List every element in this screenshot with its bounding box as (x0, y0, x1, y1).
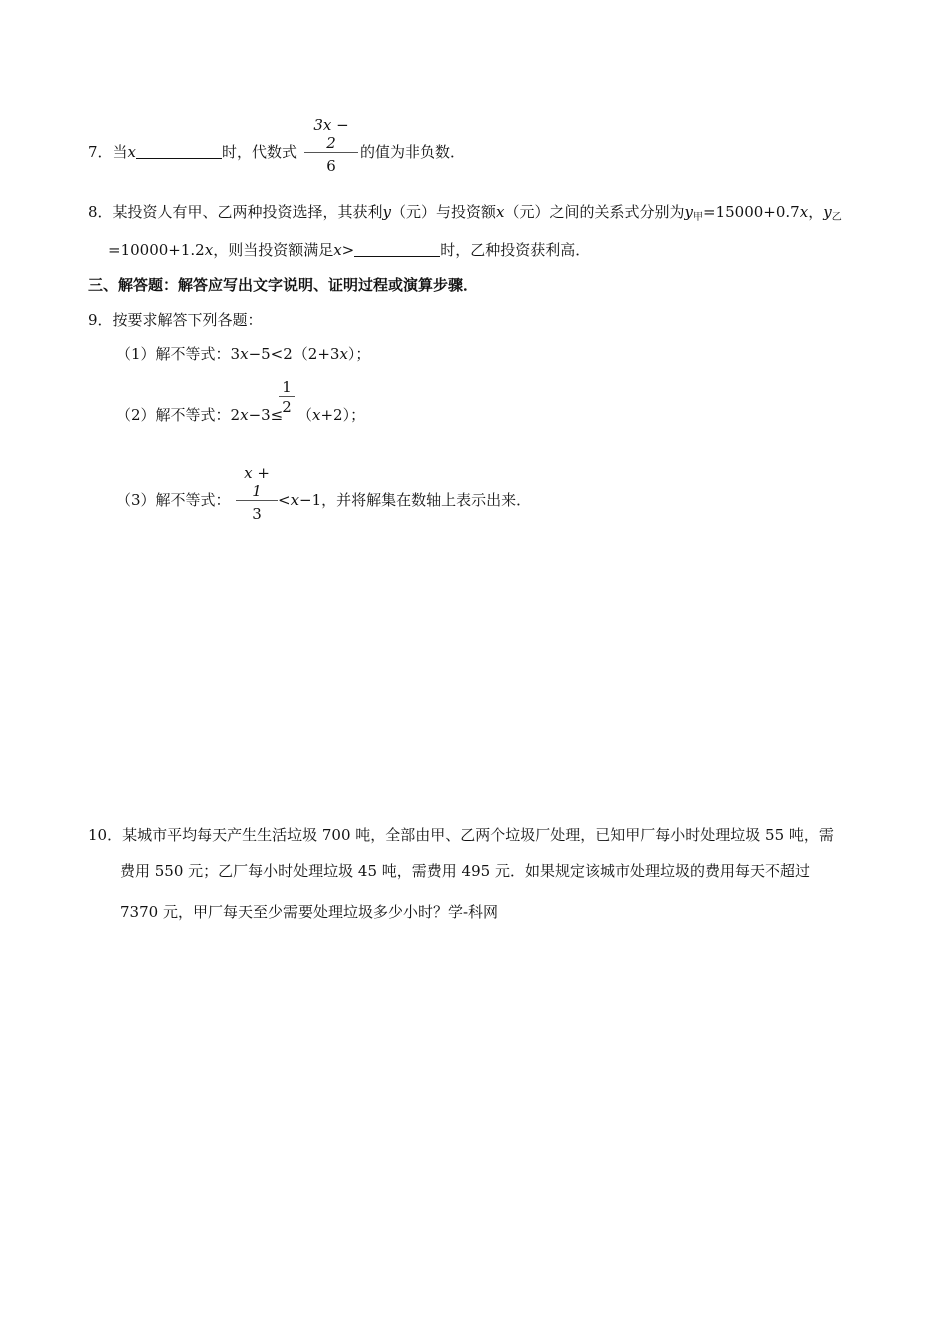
question-10-line-2: 费用 550 元；乙厂每小时处理垃圾 45 吨，需费用 495 元．如果规定该城市处理垃圾的费用每天不超过 (120, 862, 810, 880)
section-3-heading: 三、解答题：解答应写出文字说明、证明过程或演算步骤． (88, 276, 479, 294)
q8-var-x-2: x (799, 203, 809, 221)
question-8-line-1 (88, 202, 842, 228)
question-10-line-3: 7370 元，甲厂每天至少需要处理垃圾多少小时？学-科网 (120, 903, 499, 921)
q8-var-x-4: x (333, 241, 342, 259)
q9-p2-var-x-2: x (312, 406, 321, 424)
q9-p1-text-3: ）； (347, 345, 371, 363)
q9-p1-text-1: （1）解不等式：3 (116, 345, 241, 363)
q9-p3-text-2: < (278, 491, 291, 509)
q8-text-3: （元）之间的关系式分别为 (504, 203, 685, 221)
q7-text-2: 时，代数式 (222, 143, 298, 161)
q8-text-2: （元）与投资额 (391, 203, 497, 221)
q7-frac-denominator: 6 (326, 157, 336, 175)
q9-p3-frac-denominator: 3 (252, 505, 262, 523)
q8-text-4: =15000+0.7 (703, 203, 800, 221)
q8-var-y-yi: y (823, 203, 832, 221)
q9-part-2 (116, 405, 283, 425)
q9-p1-text-2: −5<2（2+3 (248, 345, 340, 363)
question-7 (88, 142, 297, 162)
q8-var-x: x (496, 203, 505, 221)
q9-part-1 (116, 344, 370, 364)
q8-sub-jia: 甲 (693, 212, 704, 223)
q9-p2-frac-denominator: 2 (282, 398, 292, 416)
q8-var-x-3: x (204, 241, 214, 259)
q9-p2-frac-numerator: 1 (282, 378, 292, 396)
q8-text-6: =10000+1.2 (108, 241, 205, 259)
q9-p3-text-1: （3）解不等式： (116, 491, 231, 509)
q7-text-3: 的值为非负数． (360, 143, 466, 161)
question-10-line-1: 10．某城市平均每天产生生活垃圾 700 吨，全部由甲、乙两个垃圾厂处理，已知甲厂每小时处理垃圾 55 吨，需 (88, 826, 834, 844)
q9-part-3-tail (278, 490, 531, 510)
q7-fraction (304, 116, 358, 175)
q7-var-x: x (127, 143, 137, 161)
q7-frac-numerator: 3x − 2 (313, 116, 349, 152)
q8-sub-yi: 乙 (831, 212, 842, 223)
q9-p2-text-4: +2）； (320, 406, 366, 424)
q8-text-8: > (341, 241, 355, 259)
q9-part-3 (116, 490, 231, 510)
q8-var-y-jia: y (684, 203, 694, 221)
question-8-line-2 (108, 240, 590, 260)
question-9-title: 9．按要求解答下列各题： (88, 311, 263, 329)
q8-text-1: 8．某投资人有甲、乙两种投资选择，其获利 (88, 203, 383, 221)
q9-part-2-tail (297, 405, 365, 425)
q9-p2-fraction (279, 378, 295, 416)
q9-p1-var-x-2: x (339, 345, 348, 363)
q9-p2-text-3: （ (297, 406, 313, 424)
q7-tail (360, 142, 465, 162)
q9-p3-var-x: x (290, 491, 300, 509)
q9-p2-text-1: （2）解不等式：2 (116, 406, 241, 424)
q8-text-7: ，则当投资额满足 (213, 241, 334, 259)
q7-text-1: 7．当 (88, 143, 128, 161)
q9-p3-fraction (236, 464, 278, 523)
q9-p1-var-x: x (240, 345, 249, 363)
q8-text-5: ， (808, 203, 824, 221)
q8-answer-blank[interactable] (354, 242, 440, 257)
q9-p2-var-x: x (240, 406, 249, 424)
q9-p3-frac-numerator: x + 1 (244, 464, 270, 500)
q8-var-y: y (382, 203, 392, 221)
q9-p3-text-3: −1，并将解集在数轴上表示出来． (299, 491, 532, 509)
q8-text-9: 时，乙种投资获利高． (440, 241, 591, 259)
q7-answer-blank[interactable] (136, 144, 222, 159)
q9-p2-text-2: −3≤ (248, 406, 284, 424)
